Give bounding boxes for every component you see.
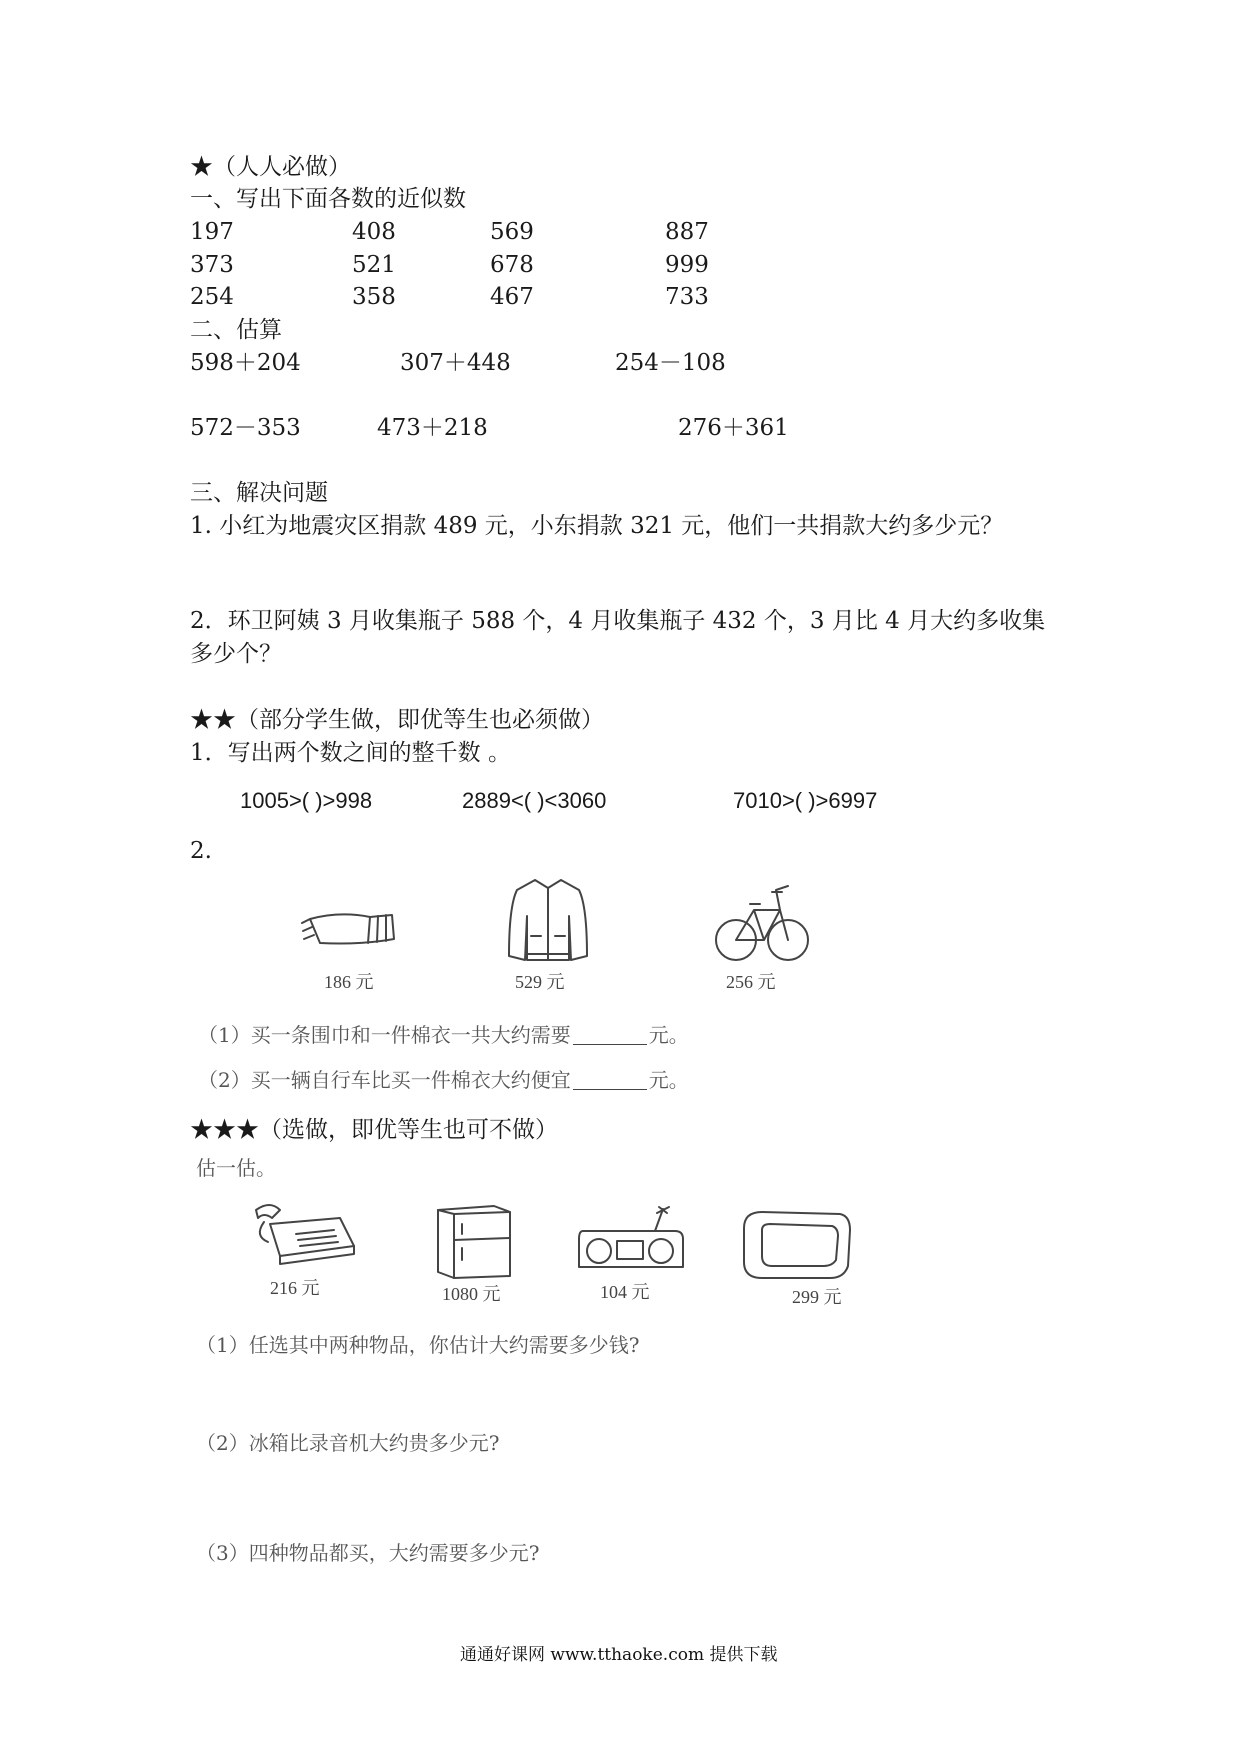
radio-icon	[575, 1205, 685, 1275]
estimate-expression: 598＋204	[190, 350, 301, 376]
section1-header: ★（人人必做）	[190, 154, 351, 180]
telephone-icon	[250, 1200, 360, 1270]
answer-blank[interactable]	[573, 1067, 647, 1090]
section2-sub2	[198, 1065, 689, 1095]
sub1-suffix: 元。	[648, 1023, 689, 1047]
number-cell: 887	[665, 219, 709, 245]
section3-sub1: （1）任选其中两种物品，你估计大约需要多少钱?	[196, 1333, 640, 1357]
number-cell: 521	[352, 252, 396, 278]
jacket-icon	[505, 876, 591, 966]
item-price: 216 元	[270, 1278, 320, 1298]
section1-q1-title: 一、写出下面各数的近似数	[190, 186, 466, 212]
number-cell: 569	[490, 219, 534, 245]
number-cell: 373	[190, 252, 234, 278]
sub1-prefix: （1）买一条围巾和一件棉衣一共大约需要	[198, 1023, 571, 1047]
estimate-expression: 473＋218	[377, 415, 488, 441]
estimate-expression: 276＋361	[678, 415, 789, 441]
section3-intro: 估一估。	[196, 1156, 276, 1180]
item-price: 186 元	[324, 972, 374, 992]
number-cell: 999	[665, 252, 709, 278]
item-price: 1080 元	[442, 1284, 501, 1304]
estimate-expression: 307＋448	[400, 350, 511, 376]
section1-q3-title: 三、解决问题	[190, 480, 328, 506]
item-price: 256 元	[726, 972, 776, 992]
answer-blank[interactable]	[573, 1022, 647, 1045]
section3-header: ★★★（选做，即优等生也可不做）	[190, 1117, 558, 1143]
number-cell: 254	[190, 284, 234, 310]
bicycle-icon	[714, 880, 810, 966]
number-cell: 467	[490, 284, 534, 310]
item-price: 299 元	[792, 1287, 842, 1307]
section3-sub2: （2）冰箱比录音机大约贵多少元?	[196, 1431, 500, 1455]
footer-text: 通通好课网 www.tthaoke.com 提供下载	[460, 1645, 778, 1665]
inequality-3: 7010>( )>6997	[733, 788, 878, 813]
inequality-2: 2889<( )<3060	[462, 788, 607, 813]
number-cell: 197	[190, 219, 234, 245]
scarf-icon	[300, 905, 400, 955]
section1-q2-title: 二、估算	[190, 317, 282, 343]
item-price: 529 元	[515, 972, 565, 992]
problem-1: 1. 小红为地震灾区捐款 489 元，小东捐款 321 元，他们一共捐款大约多少元？	[190, 513, 1004, 539]
number-cell: 733	[665, 284, 709, 310]
estimate-expression: 254－108	[615, 350, 726, 376]
inequality-1: 1005>( )>998	[240, 788, 373, 813]
section2-sub1	[198, 1020, 689, 1050]
number-cell: 678	[490, 252, 534, 278]
number-cell: 408	[352, 219, 396, 245]
problem-2-line1: 2．环卫阿姨 3 月收集瓶子 588 个，4 月收集瓶子 432 个，3 月比 4 月大约多收集	[190, 608, 1046, 634]
television-icon	[740, 1208, 852, 1284]
sub2-suffix: 元。	[648, 1068, 689, 1092]
number-cell: 358	[352, 284, 396, 310]
problem-2-line2: 多少个？	[190, 641, 282, 667]
refrigerator-icon	[432, 1200, 516, 1280]
sub2-prefix: （2）买一辆自行车比买一件棉衣大约便宜	[198, 1068, 571, 1092]
section2-header: ★★（部分学生做，即优等生也必须做）	[190, 707, 604, 733]
section2-q2-label: 2.	[190, 838, 212, 864]
section2-q1-title: 1．写出两个数之间的整千数 。	[190, 740, 511, 766]
item-price: 104 元	[600, 1282, 650, 1302]
section3-sub3: （3）四种物品都买，大约需要多少元?	[196, 1541, 540, 1565]
estimate-expression: 572－353	[190, 415, 301, 441]
